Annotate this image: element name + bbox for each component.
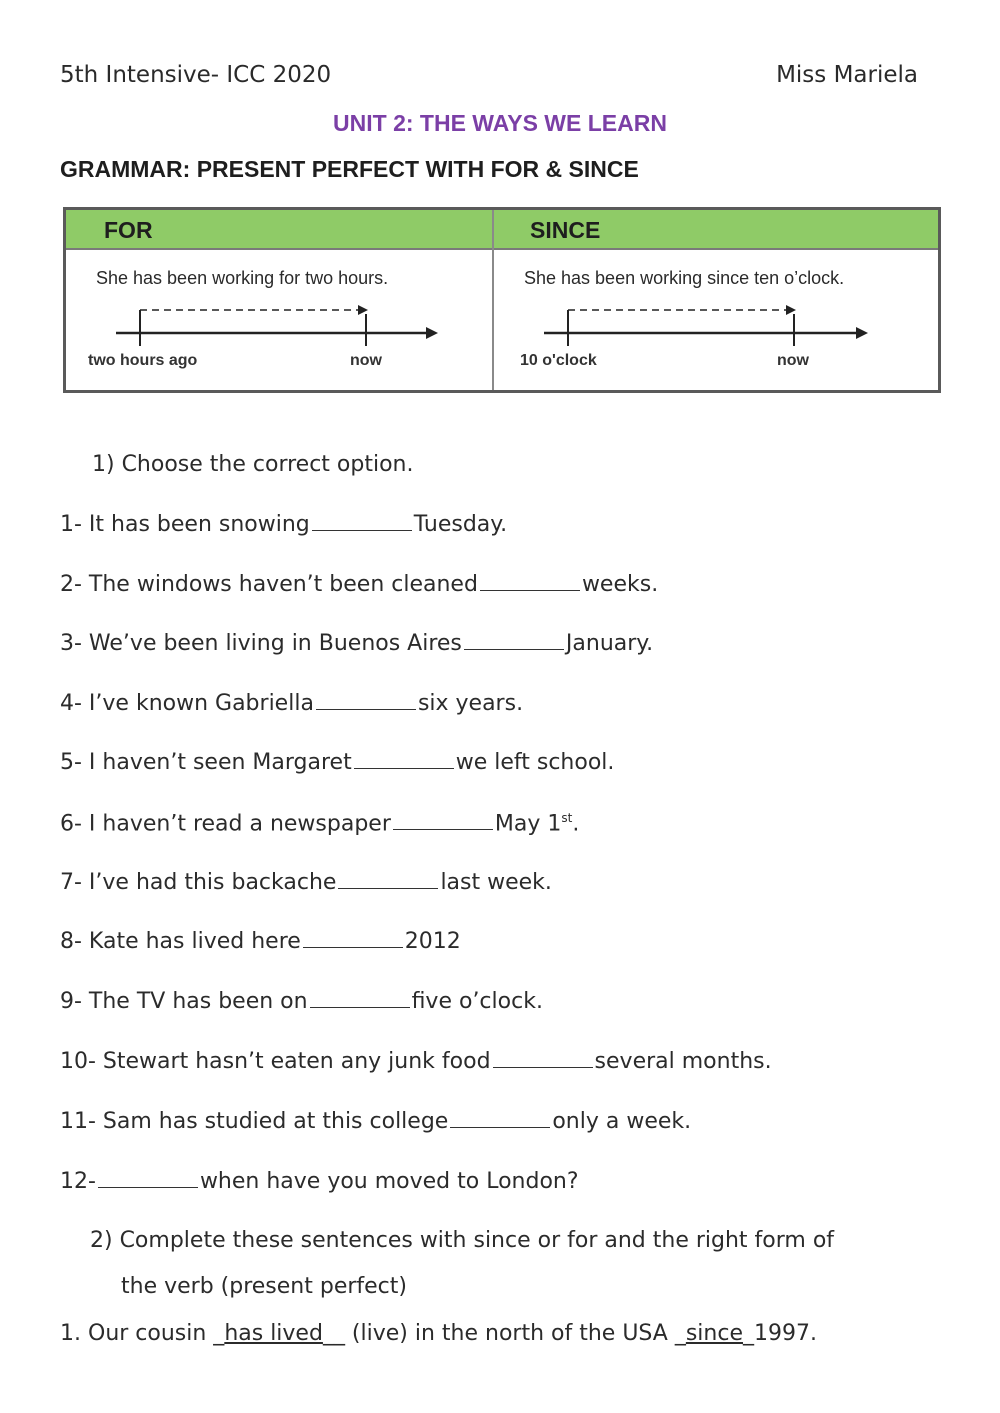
- item-text: .: [572, 811, 580, 837]
- list-item: [60, 512, 507, 537]
- item-text: 6- I haven’t read a newspaper: [60, 811, 391, 837]
- item-text: January.: [565, 631, 654, 656]
- item-text: 10- Stewart hasn’t eaten any junk food: [60, 1049, 491, 1074]
- answer-blank[interactable]: [450, 1109, 550, 1128]
- item-text: 2012: [404, 929, 461, 954]
- answer-filled: has lived: [224, 1321, 323, 1346]
- ordinal-suffix: st: [561, 811, 573, 825]
- list-item: [60, 1109, 691, 1134]
- since-heading: SINCE: [494, 210, 938, 250]
- list-item: [60, 572, 658, 597]
- item-text: several months.: [594, 1049, 772, 1074]
- since-end-label: now: [777, 352, 809, 369]
- item-text: __ (live) in the north of the USA _: [322, 1321, 686, 1346]
- answer-blank[interactable]: [480, 572, 580, 591]
- item-text: five o’clock.: [411, 989, 543, 1014]
- grammar-table: [63, 207, 941, 393]
- answer-blank[interactable]: [310, 989, 410, 1008]
- exercise2-example: [60, 1321, 817, 1346]
- item-text: Tuesday.: [413, 512, 508, 537]
- answer-blank[interactable]: [354, 750, 454, 769]
- since-start-label: 10 o'clock: [520, 352, 597, 369]
- list-item: [60, 1049, 772, 1074]
- list-item: [60, 870, 552, 895]
- answer-blank[interactable]: [312, 512, 412, 531]
- exercise2-instruction-cont: the verb (present perfect): [121, 1274, 407, 1299]
- item-text: Our cousin _: [88, 1321, 225, 1346]
- item-text: May 1: [494, 811, 562, 837]
- for-heading: FOR: [66, 210, 492, 250]
- answer-blank[interactable]: [464, 631, 564, 650]
- header-course: 5th Intensive- ICC 2020: [60, 62, 332, 88]
- grammar-title: GRAMMAR: PRESENT PERFECT WITH FOR & SINCE: [60, 156, 639, 182]
- list-item: [60, 811, 579, 836]
- for-start-label: two hours ago: [88, 352, 198, 369]
- item-text: _1997.: [743, 1321, 817, 1346]
- list-item: [60, 750, 614, 775]
- header-teacher: Miss Mariela: [776, 62, 918, 88]
- item-text: when have you moved to London?: [199, 1169, 579, 1194]
- item-text: 2- The windows haven’t been cleaned: [60, 572, 478, 597]
- list-item: [60, 1169, 579, 1194]
- answer-blank[interactable]: [303, 929, 403, 948]
- answer-blank[interactable]: [393, 811, 493, 830]
- for-timeline-diagram: [66, 290, 492, 360]
- for-example: She has been working for two hours.: [96, 268, 389, 288]
- since-timeline-diagram: [494, 290, 938, 360]
- list-item: [60, 691, 523, 716]
- item-text: six years.: [417, 691, 524, 716]
- unit-title: UNIT 2: THE WAYS WE LEARN: [333, 110, 667, 136]
- item-text: last week.: [440, 870, 552, 895]
- list-item: [60, 929, 461, 954]
- item-number: 1.: [60, 1321, 81, 1346]
- answer-filled: since: [685, 1321, 743, 1346]
- list-item: [60, 631, 653, 656]
- list-item: [60, 989, 543, 1014]
- for-column: [66, 210, 494, 390]
- item-text: 4- I’ve known Gabriella: [60, 691, 314, 716]
- answer-blank[interactable]: [493, 1049, 593, 1068]
- since-example: She has been working since ten o’clock.: [524, 268, 845, 288]
- item-text: 9- The TV has been on: [60, 989, 308, 1014]
- exercise2-instruction: 2) Complete these sentences with since or for and the right form of: [90, 1228, 835, 1253]
- item-text: 3- We’ve been living in Buenos Aires: [60, 631, 462, 656]
- item-text: weeks.: [581, 572, 659, 597]
- exercise1-instruction: 1) Choose the correct option.: [92, 452, 414, 477]
- since-column: [494, 210, 938, 390]
- item-text: 12-: [60, 1169, 96, 1194]
- for-end-label: now: [350, 352, 382, 369]
- item-text: 1- It has been snowing: [60, 512, 310, 537]
- item-text: 8- Kate has lived here: [60, 929, 301, 954]
- item-text: 5- I haven’t seen Margaret: [60, 750, 352, 775]
- item-text: 7- I’ve had this backache: [60, 870, 337, 895]
- answer-blank[interactable]: [98, 1169, 198, 1188]
- item-text: 11- Sam has studied at this college: [60, 1109, 449, 1134]
- answer-blank[interactable]: [316, 691, 416, 710]
- item-text: only a week.: [552, 1109, 692, 1134]
- item-text: we left school.: [455, 750, 615, 775]
- answer-blank[interactable]: [338, 870, 438, 889]
